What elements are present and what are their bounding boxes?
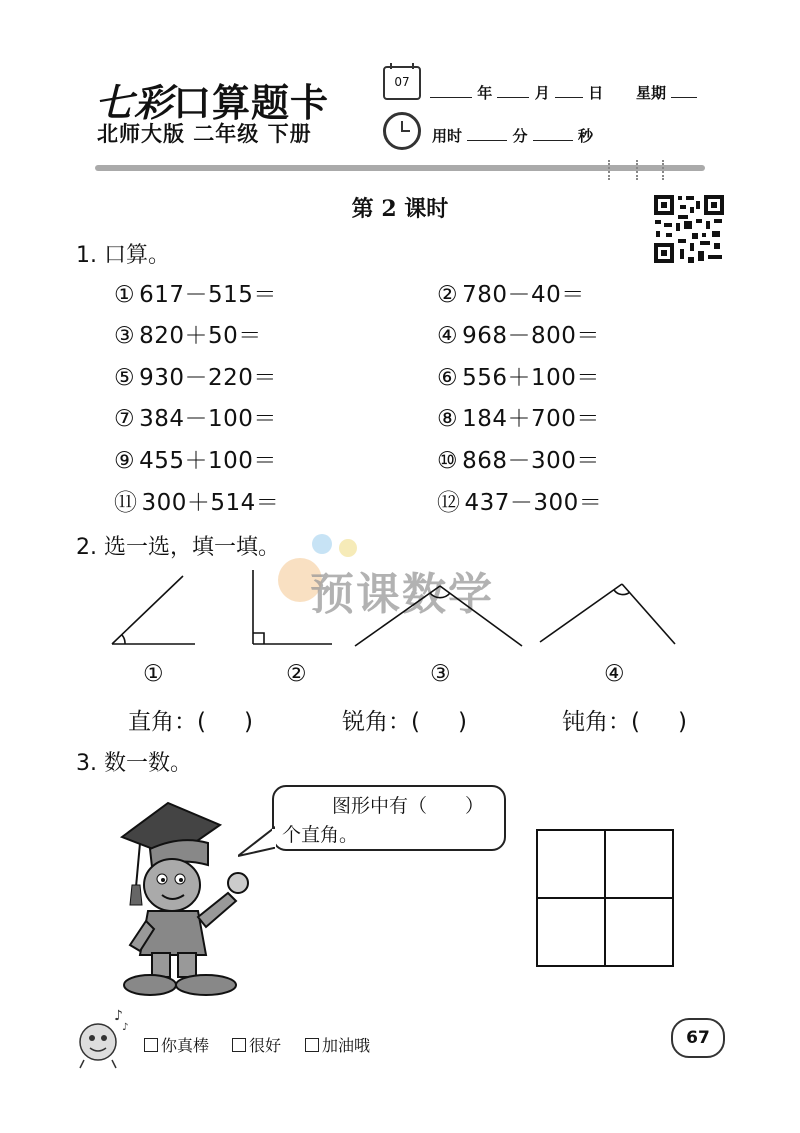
problem-9: ⑨ 455＋100＝ [114,448,277,474]
date-year-label: 年 [477,84,493,102]
mascot-doodle-icon [70,1004,134,1070]
problem-4: ④ 968－800＝ [437,323,600,349]
rating-keep-trying-checkbox[interactable]: 加油哦 [305,1033,370,1056]
problem-10: ⑩ 868－300＝ [437,448,600,474]
date-weekday-label: 星期 [636,84,667,102]
date-month-label: 月 [534,84,550,102]
problem-3: ③ 820＋50＝ [114,323,262,349]
rating-good-checkbox[interactable]: 很好 [232,1033,281,1056]
speech-bubble-tail [238,826,276,860]
fill-right-angle[interactable]: 直角：( ) [128,709,253,735]
problem-1: ① 617－515＝ [114,282,277,308]
divider-dots [608,160,613,180]
problem-5: ⑤ 930－220＝ [114,365,277,391]
svg-text:♪: ♪ [122,1022,129,1033]
time-seconds-label: 秒 [577,127,593,145]
angle-figures [105,568,690,653]
angle-label-1: ① [143,661,164,687]
time-minutes-label: 分 [512,127,528,145]
angle-2-right [253,570,332,644]
edition-label: 北师大版 二年级 下册 [97,122,312,146]
divider-dots [636,160,641,180]
angle-label-3: ③ [430,661,451,687]
problem-11: ⑪ 300＋514＝ [114,490,280,516]
weekday-field[interactable] [636,82,697,103]
fill-acute-angle[interactable]: 锐角：( ) [342,709,467,735]
angle-label-4: ④ [604,661,625,687]
brand-mark: 七彩 [95,80,174,125]
divider-dots [662,160,667,180]
calendar-icon [383,66,421,100]
bubble-question-line-2: 个直角。 [282,824,359,846]
watermark-text: 预课数学 [310,569,494,620]
header-divider [95,165,705,171]
qr-code-icon[interactable] [652,193,726,265]
calendar-day: 07 [394,75,410,89]
date-field[interactable] [430,82,603,103]
page-number: 67 [671,1018,725,1058]
section-3-title: 3. 数一数。 [76,751,192,776]
time-field[interactable] [432,125,593,146]
problem-12: ⑫ 437－300＝ [437,490,603,516]
angle-3-obtuse [355,586,522,646]
section-1-title: 1. 口算。 [76,243,170,268]
bubble-question-line-1[interactable]: 图形中有（ ） [332,795,485,817]
brand-name: 口算题卡 [173,81,330,125]
angle-4-obtuse [540,584,675,644]
problem-7: ⑦ 384－100＝ [114,406,277,432]
rating-excellent-checkbox[interactable]: 你真棒 [144,1033,209,1056]
lesson-title: 第 2 课时 [351,196,449,222]
angle-label-2: ② [286,661,307,687]
time-label: 用时 [432,127,463,145]
problem-6: ⑥ 556＋100＝ [437,365,600,391]
square-grid-figure [535,828,675,968]
problem-8: ⑧ 184＋700＝ [437,406,600,432]
problem-2: ② 780－40＝ [437,282,585,308]
clock-icon [383,112,421,150]
section-2-title: 2. 选一选，填一填。 [76,535,280,560]
date-day-label: 日 [588,84,604,102]
angle-1-acute [112,576,195,644]
svg-text:♪: ♪ [114,1008,123,1024]
fill-obtuse-angle[interactable]: 钝角：( ) [562,709,687,735]
